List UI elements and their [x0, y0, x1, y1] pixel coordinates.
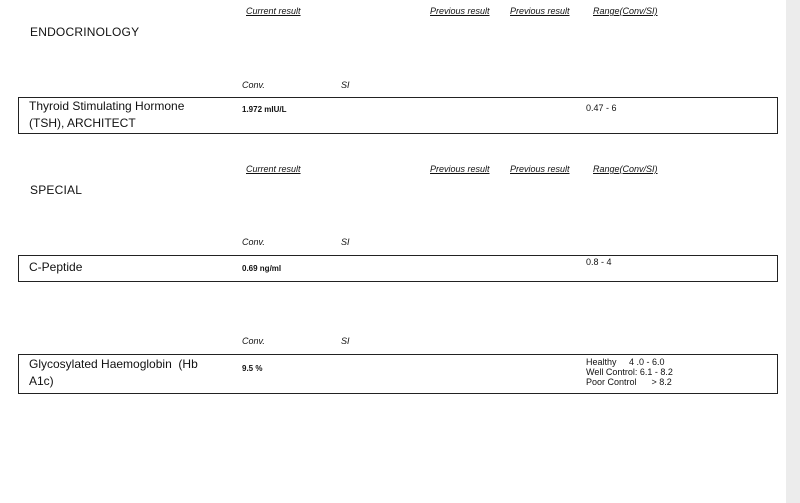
result-value: 0.69 ng/ml	[242, 264, 282, 273]
header-previous-result-1: Previous result	[430, 6, 490, 16]
unit-si-label: SI	[341, 80, 350, 90]
header-previous-result-1: Previous result	[430, 164, 490, 174]
test-name-hba1c	[29, 356, 239, 390]
header-current-result: Current result	[246, 164, 301, 174]
result-value: 9.5 %	[242, 364, 263, 373]
unit-si-label: SI	[341, 237, 350, 247]
result-row-hba1c	[18, 354, 778, 394]
result-row-tsh	[18, 97, 778, 134]
header-current-result: Current result	[246, 6, 301, 16]
reference-range: 0.8 - 4	[586, 257, 612, 267]
unit-conv-label: Conv.	[242, 336, 265, 346]
result-value: 1.972 mIU/L	[242, 105, 287, 114]
test-name-tsh	[29, 98, 229, 132]
section-title-special: SPECIAL	[30, 183, 83, 197]
reference-range: 0.47 - 6	[586, 103, 617, 113]
header-range: Range(Conv/SI)	[593, 164, 658, 174]
reference-range-line: Poor Control > 8.2	[586, 377, 672, 387]
test-name-line: (TSH), ARCHITECT	[29, 116, 136, 130]
section-title-endocrinology: ENDOCRINOLOGY	[30, 25, 140, 39]
header-range: Range(Conv/SI)	[593, 6, 658, 16]
unit-si-label: SI	[341, 336, 350, 346]
test-name-line: Thyroid Stimulating Hormone	[29, 99, 185, 113]
reference-range-list	[586, 357, 673, 387]
reference-range-line: Well Control: 6.1 - 8.2	[586, 367, 673, 377]
unit-conv-label: Conv.	[242, 80, 265, 90]
test-name-line: A1c)	[29, 374, 54, 388]
result-row-c-peptide	[18, 255, 778, 282]
test-name-c-peptide: C-Peptide	[29, 260, 83, 274]
unit-conv-label: Conv.	[242, 237, 265, 247]
test-name-line: Glycosylated Haemoglobin (Hb	[29, 357, 198, 371]
reference-range-line: Healthy 4 .0 - 6.0	[586, 357, 665, 367]
header-previous-result-2: Previous result	[510, 6, 570, 16]
header-previous-result-2: Previous result	[510, 164, 570, 174]
page-edge	[786, 0, 800, 503]
